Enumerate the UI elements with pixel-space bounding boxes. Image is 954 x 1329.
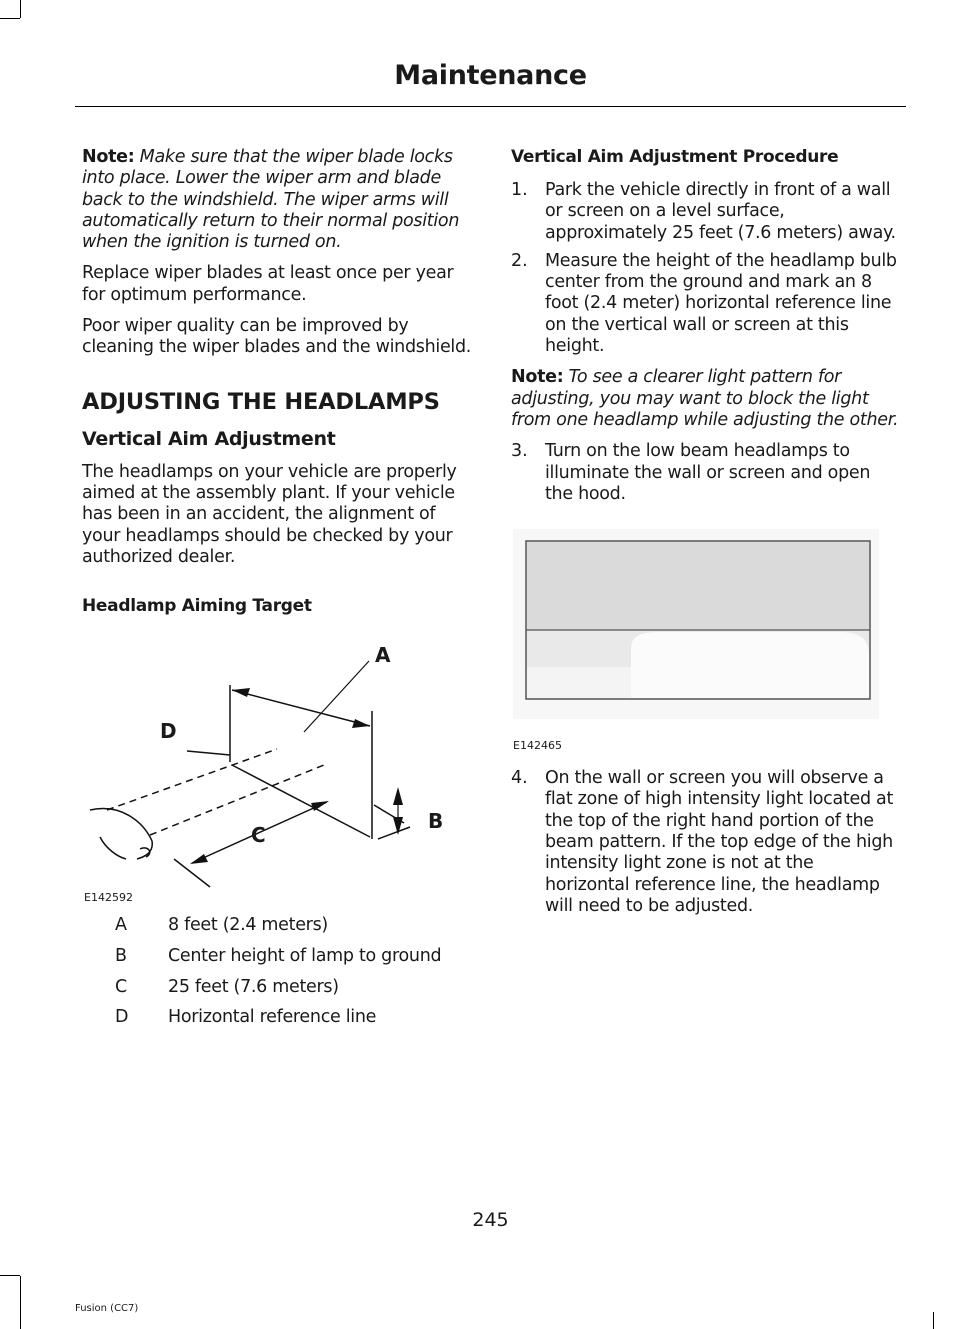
dimension-a-line	[232, 690, 370, 726]
arrowhead-icon	[352, 719, 370, 728]
page-title: Maintenance	[394, 60, 587, 91]
step-number: 1.	[511, 180, 528, 200]
crop-mark	[0, 18, 20, 19]
low-beam-zone	[527, 667, 631, 698]
section-heading: ADJUSTING THE HEADLAMPS	[82, 388, 440, 415]
figure-code: E142592	[84, 891, 133, 905]
legend-row	[82, 1007, 474, 1038]
page-number: 245	[472, 1209, 509, 1231]
note-label: Note:	[82, 147, 135, 167]
arrowhead-icon	[232, 688, 250, 697]
arrowhead-icon	[190, 854, 208, 864]
arrowhead-icon	[393, 787, 403, 805]
crop-mark	[933, 1312, 934, 1329]
procedure-step	[511, 441, 903, 505]
note-text: To see a clearer light pattern for adjusting, you may want to block the light from one headlamp while adjusting the other.	[511, 367, 899, 430]
figure-code: E142465	[513, 739, 562, 753]
step-text: Turn on the low beam headlamps to illuminate the wall or screen and open the hood.	[545, 441, 871, 504]
subsection-heading: Vertical Aim Adjustment	[82, 427, 336, 450]
upper-dark-zone	[527, 542, 869, 630]
car-silhouette	[100, 837, 126, 859]
legend-value: 8 feet (2.4 meters)	[168, 915, 328, 936]
legend-value: Center height of lamp to ground	[168, 945, 442, 966]
beam-pattern-figure	[511, 529, 881, 729]
legend-row	[82, 946, 474, 977]
legend-key: D	[115, 1007, 129, 1028]
legend-row	[82, 977, 474, 1008]
legend-value: Horizontal reference line	[168, 1007, 377, 1028]
legend-key: A	[115, 915, 127, 936]
procedure-steps	[511, 180, 903, 357]
beam-pattern-svg	[511, 529, 881, 729]
car-silhouette	[90, 809, 152, 859]
diagram-legend	[82, 915, 474, 1038]
block-light-note	[511, 367, 903, 431]
dimension-b-tick	[378, 827, 410, 839]
procedure-step	[511, 180, 903, 244]
label-d-leader	[187, 751, 230, 755]
beam-upper	[107, 749, 277, 810]
paragraph: Replace wiper blades at least once per year for optimum performance.	[82, 263, 454, 305]
step-number: 4.	[511, 768, 528, 789]
legend-key: C	[115, 976, 127, 997]
procedure-steps	[511, 768, 903, 917]
legend-value: 25 feet (7.6 meters)	[168, 976, 339, 997]
paragraph: The headlamps on your vehicle are properly aimed at the assembly plant. If your vehicle has been in an accident, the alignment of your headlamps should be checked by your authorized dealer.	[82, 461, 457, 567]
paragraph: Poor wiper quality can be improved by cleaning the wiper blades and the windshield.	[82, 316, 472, 358]
left-column	[82, 147, 474, 1038]
procedure-step	[511, 768, 903, 917]
note-label: Note:	[511, 367, 564, 388]
headlamp-aiming-diagram	[82, 627, 474, 909]
crop-mark	[0, 1275, 20, 1276]
figure-heading: Headlamp Aiming Target	[82, 596, 312, 617]
high-intensity-zone	[631, 632, 869, 698]
diagram-label-b: B	[428, 809, 444, 834]
procedure-steps	[511, 441, 903, 505]
step-text: Measure the height of the headlamp bulb center from the ground and mark an 8 foot (2.4 meter) horizontal reference line on the vertical wall or screen at this height.	[545, 250, 897, 357]
right-column	[511, 147, 903, 927]
arrowhead-icon	[311, 801, 329, 811]
legend-row	[82, 915, 474, 946]
diagram-label-c: C	[251, 823, 266, 848]
step-text: Park the vehicle directly in front of a wall or screen on a level surface, approximately 25 feet (7.6 meters) away.	[545, 180, 896, 243]
diagram-label-a: A	[375, 643, 391, 668]
title-divider	[75, 106, 906, 107]
crop-mark	[20, 0, 21, 18]
footer-model: Fusion (CC7)	[75, 1303, 139, 1314]
step-number: 3.	[511, 441, 528, 462]
aiming-diagram-svg	[82, 627, 474, 909]
legend-key: B	[115, 945, 127, 966]
diagram-label-d: D	[160, 719, 177, 744]
crop-mark	[20, 1276, 21, 1329]
procedure-heading: Vertical Aim Adjustment Procedure	[511, 147, 839, 167]
step-number: 2.	[511, 250, 528, 271]
procedure-step	[511, 251, 903, 357]
note-text: Make sure that the wiper blade locks into place. Lower the wiper arm and blade back to the windshield. The wiper arms will automatically return to their normal position when the ignition is turned on.	[82, 147, 460, 253]
step-text: On the wall or screen you will observe a flat zone of high intensity light located at the top of the right hand portion of the beam pattern. If the top edge of the high intensity light zone is not at the horizontal reference line, the headlamp will need to be adjusted.	[545, 768, 894, 916]
wiper-note	[82, 147, 474, 253]
